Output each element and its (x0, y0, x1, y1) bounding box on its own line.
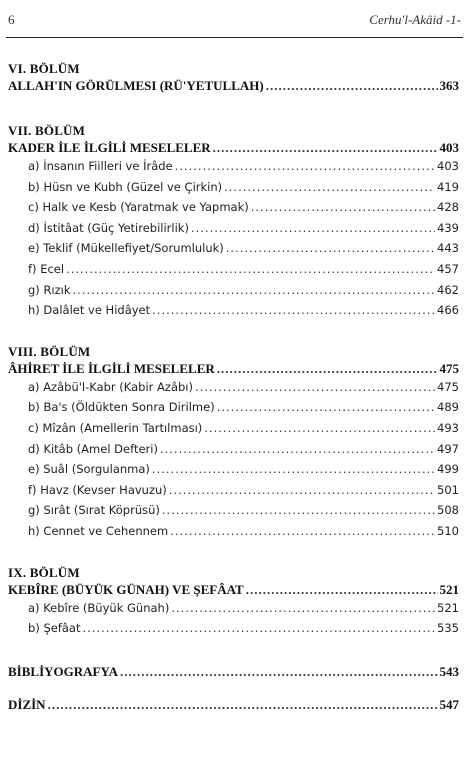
subentry-title: c) Halk ve Kesb (Yaratmak ve Yapmak) (28, 200, 249, 215)
subentry-page: 457 (437, 261, 459, 276)
subentry-title: h) Cennet ve Cehennem (28, 523, 169, 538)
subentry-page: 489 (437, 400, 459, 415)
subentry-page: 439 (437, 220, 459, 235)
leader-dots (217, 397, 435, 418)
leader-dots (266, 77, 438, 94)
toc-subentry[interactable] (8, 177, 459, 198)
entry-page: 475 (439, 360, 459, 376)
subentry-page: 499 (437, 462, 459, 477)
subentry-page: 521 (437, 600, 459, 615)
leader-dots (195, 377, 435, 398)
toc-entry[interactable] (8, 581, 459, 598)
subentry-title: d) Kitâb (Amel Defteri) (28, 441, 158, 456)
subentry-page: 419 (437, 179, 459, 194)
entry-title: ALLAH'IN GÖRÜLMESI (RÜ'YETULLAH) (8, 78, 264, 93)
entry-page: 403 (439, 140, 459, 155)
leader-dots (213, 139, 438, 156)
toc-bibliography (8, 663, 459, 680)
subentry-title: a) Kebîre (Büyük Günah) (28, 600, 170, 615)
subentry-page: 501 (437, 482, 459, 497)
leader-dots (73, 280, 436, 301)
leader-dots (48, 696, 438, 713)
entry-title: DİZİN (8, 696, 46, 712)
entry-page: 363 (439, 78, 459, 93)
leader-dots (169, 480, 435, 501)
toc-subentry[interactable] (8, 156, 459, 177)
toc-entry[interactable] (8, 360, 459, 377)
subentry-title: c) Mîzân (Amellerin Tartılması) (28, 420, 203, 435)
subentry-page: 466 (437, 303, 459, 318)
subentry-title: g) Sırât (Sırat Köprüsü) (28, 503, 160, 518)
subentry-title: b) Hüsn ve Kubh (Güzel ve Çirkin) (28, 179, 223, 194)
page-number: 6 (8, 12, 15, 27)
toc-entry[interactable] (8, 696, 459, 713)
toc-subentry[interactable] (8, 397, 459, 418)
subentry-title: e) Teklif (Mükellefiyet/Sorumluluk) (28, 241, 224, 256)
subentry-page: 493 (437, 420, 459, 435)
subentry-title: h) Dalâlet ve Hidâyet (28, 303, 151, 318)
toc-subentry[interactable] (8, 418, 459, 439)
page-header (8, 12, 461, 28)
leader-dots (224, 177, 435, 198)
subentry-title: b) Ba's (Öldükten Sonra Dirilme) (28, 400, 215, 415)
toc-subentry[interactable] (8, 618, 459, 639)
leader-dots (175, 156, 435, 177)
toc-section-8 (8, 343, 459, 542)
leader-dots (66, 259, 435, 280)
toc-subentry[interactable] (8, 459, 459, 480)
subentry-page: 403 (437, 159, 459, 173)
toc-section-7 (8, 122, 459, 321)
subentry-page: 443 (437, 241, 459, 256)
toc-subentry[interactable] (8, 238, 459, 259)
leader-dots (170, 521, 435, 542)
section-part-label: IX. BÖLÜM (8, 564, 80, 580)
subentry-page: 462 (437, 282, 459, 297)
leader-dots (217, 360, 438, 377)
toc-subentry[interactable] (8, 280, 459, 301)
subentry-title: f) Havz (Kevser Havuzu) (28, 482, 167, 497)
subentry-page: 497 (437, 441, 459, 456)
toc-subentry[interactable] (8, 259, 459, 280)
entry-page: 521 (439, 581, 459, 597)
leader-dots (171, 598, 435, 619)
header-rule (6, 37, 463, 38)
section-part-label: VII. BÖLÜM (8, 123, 86, 138)
subentry-title: f) Ecel (28, 261, 65, 276)
running-title: Cerhu'l-Akâid -1- (369, 12, 461, 27)
leader-dots (82, 618, 435, 639)
leader-dots (162, 500, 435, 521)
entry-page: 543 (439, 663, 459, 679)
subentry-page: 510 (437, 523, 459, 538)
subentry-title: d) İstitâat (Güç Yetirebilirlik) (28, 220, 189, 235)
subentry-page: 475 (437, 379, 459, 394)
table-of-contents (8, 60, 459, 713)
entry-page: 547 (439, 696, 459, 712)
entry-title: KADER İLE İLGİLİ MESELELER (8, 140, 211, 155)
subentry-title: a) İnsanın Fiilleri ve İrâde (28, 159, 173, 173)
leader-dots (251, 197, 435, 218)
toc-entry[interactable] (8, 139, 459, 156)
toc-section-9 (8, 564, 459, 639)
toc-subentry[interactable] (8, 500, 459, 521)
toc-subentry[interactable] (8, 197, 459, 218)
subentry-page: 508 (437, 503, 459, 518)
section-part-label: VI. BÖLÜM (8, 61, 80, 76)
subentry-title: a) Azâbü'l-Kabr (Kabir Azâbı) (28, 379, 193, 394)
toc-subentry[interactable] (8, 218, 459, 239)
entry-title: BİBLİYOGRAFYA (8, 663, 119, 679)
leader-dots (204, 418, 435, 439)
toc-index (8, 696, 459, 713)
entry-title: KEBÎRE (BÜYÜK GÜNAH) VE ŞEFÂAT (8, 581, 244, 597)
toc-subentry[interactable] (8, 439, 459, 460)
subentry-title: e) Suâl (Sorgulanma) (28, 462, 150, 477)
subentry-page: 535 (437, 621, 459, 636)
toc-subentry[interactable] (8, 598, 459, 619)
subentry-title: g) Rızık (28, 282, 71, 297)
toc-section-6 (8, 60, 459, 94)
leader-dots (191, 218, 435, 239)
subentry-title: b) Şefâat (28, 621, 81, 636)
toc-subentry[interactable] (8, 480, 459, 501)
leader-dots (246, 581, 438, 598)
toc-subentry[interactable] (8, 300, 459, 321)
toc-subentry[interactable] (8, 521, 459, 542)
section-part-label: VIII. BÖLÜM (8, 343, 91, 359)
entry-title: ÂHİRET İLE İLGİLİ MESELELER (8, 360, 215, 376)
toc-subentry[interactable] (8, 377, 459, 398)
toc-entry[interactable] (8, 77, 459, 94)
leader-dots (152, 300, 435, 321)
subentry-page: 428 (437, 200, 459, 215)
leader-dots (120, 663, 437, 680)
toc-entry[interactable] (8, 663, 459, 680)
leader-dots (160, 439, 435, 460)
leader-dots (226, 238, 435, 259)
leader-dots (152, 459, 435, 480)
